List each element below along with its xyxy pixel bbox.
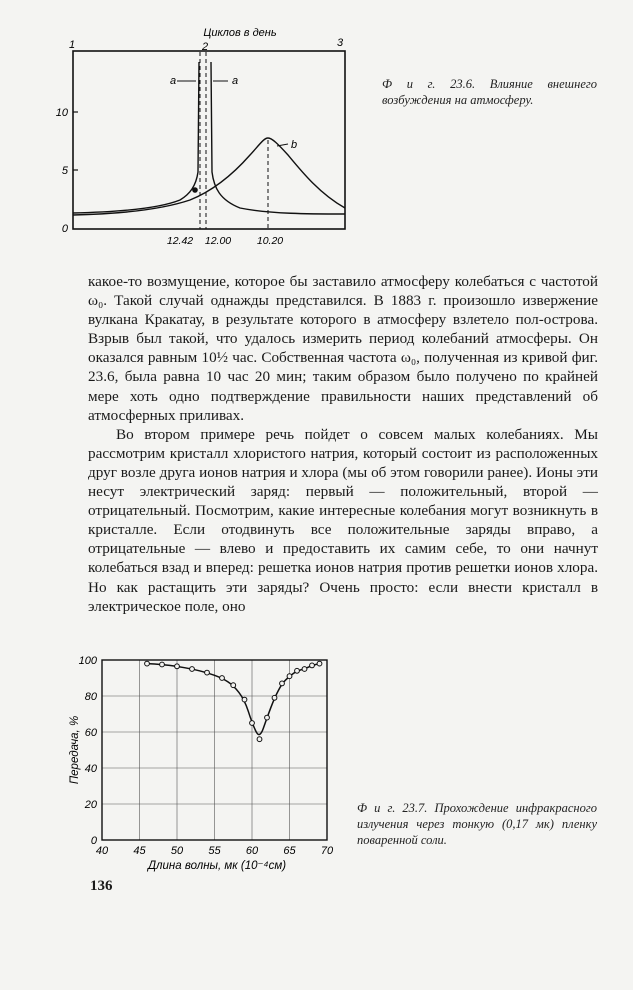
fig2-data-point <box>175 664 180 669</box>
fig2-y-tick-label: 60 <box>84 727 97 739</box>
fig2-data-point <box>295 668 300 673</box>
fig2-x-tick-label: 60 <box>245 845 259 857</box>
fig1-top-tick: 2 <box>201 41 209 53</box>
fig2-data-point <box>231 683 236 688</box>
fig1-curve-b <box>73 138 345 215</box>
fig1-left-tick: 0 <box>61 223 68 235</box>
fig2-xlabel: Длина волны, мк (10⁻⁴см) <box>147 860 287 872</box>
fig1-label-b: b <box>291 139 298 151</box>
fig2-y-tick-label: 80 <box>84 691 97 703</box>
fig2-y-tick-label: 0 <box>90 835 97 847</box>
fig2-data-point <box>272 695 277 700</box>
fig2-data-point <box>190 667 195 672</box>
fig2-data-point <box>160 662 165 667</box>
fig2-x-tick-label: 50 <box>170 845 184 857</box>
fig2-x-tick-label: 65 <box>283 845 296 857</box>
fig2-y-tick-label: 40 <box>84 763 97 775</box>
fig2-x-tick-label: 40 <box>95 845 109 857</box>
fig1-left-tick: 5 <box>61 165 68 177</box>
body-text <box>88 272 598 616</box>
fig1-bottom-tick: 12.00 <box>204 235 232 247</box>
body-paragraph: какое-то возмущение, которое бы заставило атмосферу колебаться с частотой ω₀. Такой случай однажды представился. В 1883 г. произошло извержение вулкана Кракатау, в результате которого в атмосферу взлетело пол-острова. Взрыв был такой, что удалось измерить период колебаний атмосферы. Он оказался равным 10½ час. Собственная частота ω₀, полученная из кривой фиг. 23.6, была равна 10 час 20 мин; таким образом было получено по крайней мере хоть одно подтверждение правильности наших представлений об атмосферных приливах. <box>88 273 598 424</box>
fig2-data-point <box>280 681 285 686</box>
fig2-x-ticks <box>96 845 334 857</box>
fig1-top-tick: 3 <box>336 37 344 49</box>
fig2-series-line <box>147 664 320 735</box>
fig1-frame <box>73 51 345 229</box>
fig1-bottom-tick: 10.20 <box>256 235 284 247</box>
fig1-top-axis-title: Циклов в день <box>203 27 277 39</box>
fig1-left-tick: 10 <box>55 107 68 119</box>
figure-23-6-caption: Ф и г. 23.6. Влияние внешнего возбуждения на атмосферу. <box>382 77 597 107</box>
fig2-points <box>145 661 322 741</box>
fig2-grid <box>102 660 327 840</box>
fig2-x-tick-label: 70 <box>320 845 334 857</box>
fig2-data-point <box>287 674 292 679</box>
figure-23-7-caption: Ф и г. 23.7. Прохождение инфракрасного излучения через тонкую (0,17 мк) пленку поваренной соли. <box>357 801 597 847</box>
fig2-x-tick-label: 45 <box>133 845 146 857</box>
fig2-data-point <box>220 676 225 681</box>
body-paragraph: Во втором примере речь пойдет о совсем малых колебаниях. Мы рассмотрим кристалл хлористого натрия, который состоит из расположенных друг возле друга ионов натрия и хлора (мы об этом говорили ранее). Ионы эти несут электрический заряд: первый — положительный, второй — отрицательный. Посмотрим, какие интересные колебания могут возникнуть в кристалле. Если отодвинуть все положительные заряды вправо, а отрицательные — влево и предоставить их самим себе, то они начнут колебаться взад и вперед: решетка ионов натрия против решетки ионов хлора. Но как растащить эти заряды? Очень просто: если внести кристалл в электрическое поле, оно <box>88 425 598 615</box>
fig1-label-a-left: a <box>170 75 177 87</box>
fig2-y-ticks <box>79 655 98 847</box>
fig2-ylabel: Передача, % <box>69 715 81 785</box>
fig2-data-point <box>145 661 150 666</box>
figure-23-6 <box>40 22 360 254</box>
page-number: 136 <box>90 878 113 894</box>
fig1-top-tick: 1 <box>68 39 76 51</box>
fig2-data-point <box>302 667 307 672</box>
fig2-data-point <box>317 661 322 666</box>
fig2-y-tick-label: 100 <box>78 655 97 667</box>
fig2-data-point <box>242 697 247 702</box>
fig1-label-a-right: a <box>232 75 239 87</box>
fig2-data-point <box>310 663 315 668</box>
fig2-data-point <box>265 715 270 720</box>
fig2-data-point <box>250 721 255 726</box>
fig2-y-tick-label: 20 <box>84 799 97 811</box>
fig2-data-point <box>205 670 210 675</box>
fig2-x-tick-label: 55 <box>208 845 221 857</box>
fig2-data-point <box>257 737 262 742</box>
fig1-bottom-tick: 12.42 <box>166 235 194 247</box>
fig1-intersection-dot <box>192 187 198 193</box>
figure-23-7-chart <box>62 645 352 875</box>
fig1-left-ticks <box>56 107 78 235</box>
fig1-bottom-ticks <box>167 235 283 247</box>
